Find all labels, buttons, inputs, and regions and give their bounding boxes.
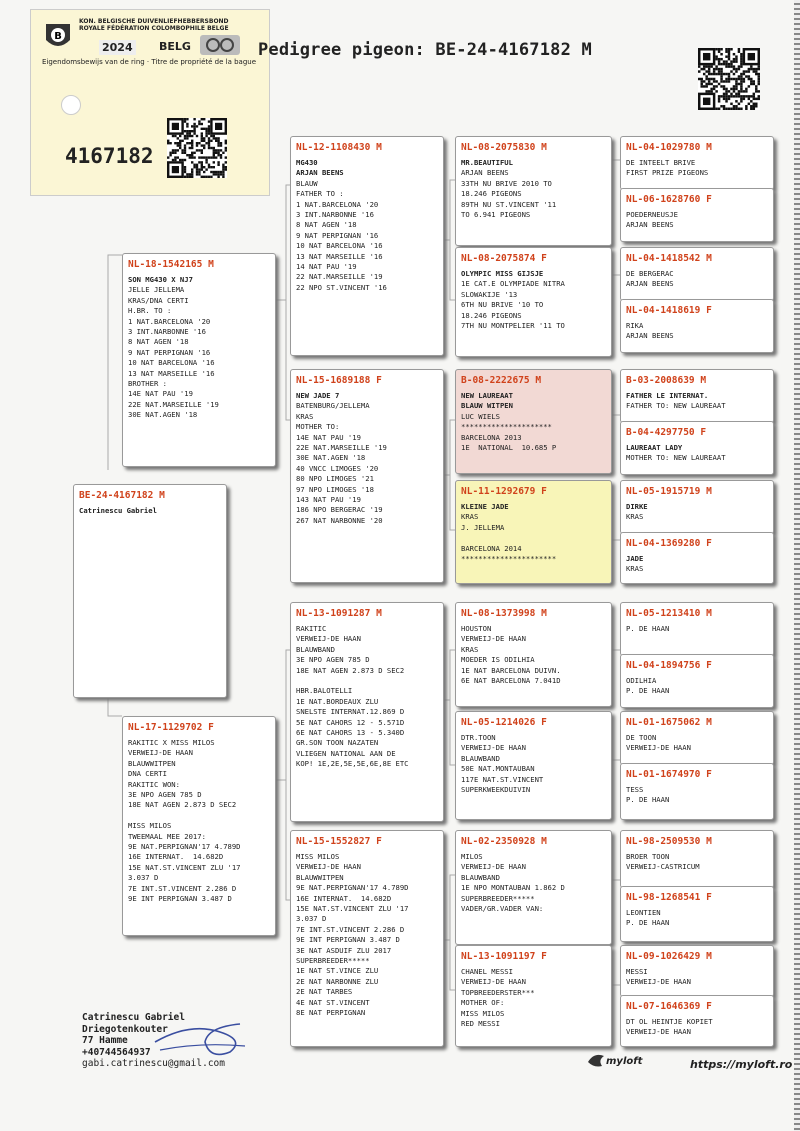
card-line: MISS MILOS [296, 852, 340, 861]
card-line: KRAS [296, 411, 314, 421]
card-line: TOPBREEDERSTER*** [461, 987, 535, 997]
pedigree-card-ss[interactable] [290, 136, 444, 356]
ring-number: NL-02-2350928 M [461, 836, 547, 847]
ring-number: B-08-2222675 M [461, 375, 542, 386]
card-line: MESSI [626, 967, 648, 976]
card-line: 16E INTERNAT. 14.682D [128, 852, 224, 862]
card-line: MISS MILOS [128, 821, 172, 831]
pedigree-card-ddd[interactable] [455, 945, 612, 1047]
ring-number: NL-04-1894756 F [626, 660, 712, 671]
card-line: FATHER TO : [296, 189, 344, 199]
pedigree-card-g15[interactable] [620, 945, 774, 997]
card-line: SNELSTE INTERNAT.12.869 D [296, 707, 405, 717]
card-line: 9 NAT PERPIGNAN '16 [128, 347, 211, 357]
ring-number: B-03-2008639 M [626, 375, 707, 386]
card-line: ODILHIA [626, 676, 657, 685]
pedigree-card-g5[interactable] [620, 369, 774, 423]
card-line: MOTHER TO: [296, 422, 340, 432]
card-line: 13 NAT MARSEILLE '16 [128, 368, 215, 378]
card-line: TWEEMAAL MEE 2017: [128, 831, 206, 841]
card-line: P. DE HAAN [626, 795, 670, 805]
card-lines [621, 906, 773, 931]
ring-number: NL-13-1091197 F [461, 951, 547, 962]
card-line: MOTHER TO: NEW LAUREAAT [626, 453, 726, 463]
pedigree-card-dss[interactable] [455, 602, 612, 707]
pedigree-card-g13[interactable] [620, 830, 774, 888]
pedigree-card-g10[interactable] [620, 654, 774, 708]
card-line: 3E NAT ASDUIF ZLU 2017 [296, 945, 392, 955]
card-line: SUPERKWEEKDUIVIN [461, 785, 531, 795]
card-line: BLAUWBAND [461, 872, 500, 882]
card-line: KRAS [626, 512, 644, 522]
card-line: BARCELONA 2014 [461, 543, 522, 553]
card-line: 15E NAT.ST.VINCENT ZLU '17 [296, 904, 409, 914]
card-lines [291, 850, 443, 1021]
ring-number: NL-12-1108430 M [296, 142, 382, 153]
card-line: BROER TOON [626, 852, 670, 861]
card-lines [123, 736, 275, 906]
card-lines [456, 965, 611, 1031]
card-line: 3.037 D [128, 873, 159, 883]
svg-text:B: B [54, 31, 62, 42]
pedigree-card-g4[interactable] [620, 299, 774, 353]
pedigree-card-ds[interactable] [290, 602, 444, 822]
card-line: 9E NAT.PERPIGNAN'17 4.789D [128, 842, 241, 852]
ownership-label: Eigendomsbewijs van de ring · Titre de propriété de la bague [41, 58, 257, 66]
owner-city: 77 Hamme [82, 1035, 128, 1046]
card-line: 4E NAT ST.VINCENT [296, 997, 370, 1007]
card-line: 3 INT.NARBONNE '16 [296, 210, 374, 220]
card-line: J. JELLEMA [461, 522, 505, 532]
card-line: RAKITIC X MISS MILOS [128, 738, 215, 747]
card-line: 8 NAT AGEN '18 [128, 337, 189, 347]
card-line: DTR.TOON [461, 733, 496, 742]
ring-number: NL-05-1213410 M [626, 608, 712, 619]
pedigree-card-g12[interactable] [620, 763, 774, 820]
card-line: 9E INT PERPIGNAN 3.487 D [296, 935, 400, 945]
card-line: 2E NAT TARBES [296, 987, 353, 997]
card-line: GR.SON TOON NAZATEN [296, 738, 379, 748]
owner-name: Catrinescu Gabriel [79, 506, 157, 515]
pedigree-card-g9[interactable] [620, 602, 774, 656]
card-line: HBR.BALOTELLI [296, 686, 353, 696]
pedigree-card-dam[interactable] [122, 716, 276, 936]
ring-year: 2024 [99, 40, 136, 55]
ring-number: NL-15-1552827 F [296, 836, 382, 847]
ring-number: NL-05-1214026 F [461, 717, 547, 728]
ring-number: NL-07-1646369 F [626, 1001, 712, 1012]
pedigree-card-g14[interactable] [620, 886, 774, 942]
card-line: BLAUWBAND [461, 753, 500, 763]
card-lines [291, 622, 443, 772]
ring-number: NL-04-1418542 M [626, 253, 712, 264]
ring-number: NL-08-2075830 M [461, 142, 547, 153]
brand-url[interactable]: https://myloft.ro [690, 1058, 793, 1071]
card-line: FATHER LE INTERNAT. [626, 391, 709, 400]
card-line: DE TOON [626, 733, 657, 742]
card-line: NEW JADE 7 [296, 391, 340, 400]
card-line: POEDERNEUSJE [626, 210, 678, 219]
card-line: 40 VNCC LIMOGES '20 [296, 463, 379, 473]
card-lines [621, 965, 773, 990]
card-line: JADE [626, 554, 644, 563]
ring-number: NL-08-2075874 F [461, 253, 547, 264]
card-line: 267 NAT NARBONNE '20 [296, 515, 383, 525]
card-lines [621, 208, 773, 233]
owner-street: Driegotenkouter [82, 1023, 168, 1035]
subject-card[interactable] [73, 484, 227, 698]
pedigree-card-g11[interactable] [620, 711, 774, 765]
card-line: 3E NPO AGEN 785 D [128, 790, 202, 800]
card-line: ARJAN BEENS [296, 168, 344, 178]
card-lines [621, 500, 773, 525]
card-line: VERWEIJ-DE HAAN [626, 1027, 691, 1037]
card-line: DIRKE [626, 502, 648, 511]
card-line: KRAS [461, 644, 479, 654]
card-line: SUPERBREEDER***** [296, 956, 370, 966]
pigeon-logo-icon [586, 1050, 606, 1070]
card-line: 5E NAT CAHORS 12 - 5.571D [296, 717, 405, 727]
card-lines [456, 500, 611, 566]
card-line: VERWEIJ-DE HAAN [461, 743, 526, 753]
ring-number: NL-06-1628760 F [626, 194, 712, 205]
card-line: OLYMPIC MISS GIJSJE [461, 269, 544, 278]
card-line: 1E NPO MONTAUBAN 1.862 D [461, 883, 565, 893]
pedigree-card-ssd[interactable] [455, 247, 612, 357]
card-line: 14 NAT PAU '19 [296, 262, 357, 272]
card-line: 22 NPO ST.VINCENT '16 [296, 282, 387, 292]
card-line: MILOS [461, 852, 483, 861]
brand-logo: myloft [606, 1056, 643, 1067]
card-lines [123, 273, 275, 423]
card-line: 22E NAT.MARSEILLE '19 [128, 399, 219, 409]
pedigree-card-g16[interactable] [620, 995, 774, 1047]
card-line: VERWEIJ-DE HAAN [296, 862, 361, 872]
card-line: 97 NPO LIMOGES '18 [296, 484, 374, 494]
card-lines [621, 319, 773, 344]
card-lines [621, 850, 773, 875]
pedigree-card-dds[interactable] [455, 830, 612, 945]
page-title: Pedigree pigeon: BE-24-4167182 M [258, 40, 592, 60]
card-line: 2E NAT NARBONNE ZLU [296, 976, 379, 986]
card-line: BATENBURG/JELLEMA [296, 401, 370, 411]
card-lines [456, 267, 611, 333]
card-lines [74, 504, 226, 518]
ring-number: NL-05-1915719 M [626, 486, 712, 497]
pedigree-card-dd[interactable] [290, 830, 444, 1047]
card-lines [456, 156, 611, 222]
card-line: 1E NAT BARCELONA DUIVN. [461, 665, 561, 675]
card-line: 8 NAT AGEN '18 [296, 220, 357, 230]
pedigree-card-sire[interactable] [122, 253, 276, 467]
card-line: P. DE HAAN [626, 918, 670, 928]
card-line: VERWEIJ-DE HAAN [461, 862, 526, 872]
card-line: 186 NPO BERGERAC '19 [296, 505, 383, 515]
card-line: 13 NAT MARSEILLE '16 [296, 251, 383, 261]
ring-number: NL-11-1292679 F [461, 486, 547, 497]
card-line: 14E NAT PAU '19 [128, 389, 193, 399]
card-line: 22 NAT.MARSEILLE '19 [296, 272, 383, 282]
pedigree-card-dsd[interactable] [455, 711, 612, 820]
card-line: VADER/GR.VADER VAN: [461, 904, 544, 914]
card-lines [456, 622, 611, 688]
pedigree-card-g3[interactable] [620, 247, 774, 301]
pedigree-card-g7[interactable] [620, 480, 774, 534]
card-lines [621, 783, 773, 808]
card-line: KRAS [626, 564, 644, 574]
card-line: HOUSTON [461, 624, 492, 633]
card-line: BLAUWWITPEN [296, 872, 344, 882]
ring-number: BE-24-4167182 M [79, 490, 165, 501]
card-line: 6E NAT BARCELONA 7.041D [461, 676, 561, 686]
card-line: 1E NAT ST.VINCE ZLU [296, 966, 379, 976]
card-line: DT OL HEINTJE KOPIET [626, 1017, 713, 1026]
card-lines [621, 267, 773, 292]
card-line: JELLE JELLEMA [128, 285, 185, 295]
pedigree-card-sd[interactable] [290, 369, 444, 583]
ring-number: 4167182 [65, 144, 154, 168]
card-line: LEONTIEN [626, 908, 661, 917]
card-lines [621, 552, 773, 577]
card-line: ARJAN BEENS [626, 331, 674, 341]
ring-number: NL-17-1129702 F [128, 722, 214, 733]
card-line: KRAS [461, 512, 479, 522]
card-line: CHANEL MESSI [461, 967, 513, 976]
card-line: RED MESSI [461, 1019, 500, 1029]
card-line: ********************* [461, 422, 552, 432]
card-lines [621, 441, 773, 466]
ring-country: BELG [159, 40, 191, 53]
pedigree-card-sss[interactable] [455, 136, 612, 246]
card-line [461, 533, 606, 543]
card-line: RIKA [626, 321, 644, 330]
card-line: 117E NAT.ST.VINCENT [461, 774, 544, 784]
card-line: VERWEIJ-DE HAAN [461, 977, 526, 987]
card-lines [621, 674, 773, 699]
card-lines [621, 156, 773, 181]
card-line: 1E CAT.E OLYMPIADE NITRA [461, 279, 565, 289]
ring-number: NL-04-1029780 M [626, 142, 712, 153]
ring-number: NL-98-1268541 F [626, 892, 712, 903]
card-line: LAUREAAT LADY [626, 443, 683, 452]
card-line: 30E NAT.AGEN '18 [296, 453, 366, 463]
card-line: P. DE HAAN [626, 624, 670, 633]
card-line: 89TH NU ST.VINCENT '11 [461, 199, 557, 209]
card-line: 9E NAT.PERPIGNAN'17 4.789D [296, 883, 409, 893]
owner-phone: +40744564937 [82, 1046, 151, 1058]
card-lines [456, 731, 611, 797]
pedigree-card-g1[interactable] [620, 136, 774, 190]
card-line: FATHER TO: NEW LAUREAAT [626, 401, 726, 411]
card-line: 3E NPO AGEN 785 D [296, 655, 370, 665]
ring-number: NL-01-1674970 F [626, 769, 712, 780]
ring-number: NL-18-1542165 M [128, 259, 214, 270]
card-line: RAKITIC [296, 624, 327, 633]
ring-number: B-04-4297750 F [626, 427, 707, 438]
card-lines [456, 850, 611, 916]
owner-email[interactable]: gabi.catrinescu@gmail.com [82, 1058, 225, 1069]
card-line: 143 NAT PAU '19 [296, 495, 361, 505]
card-line: 10 NAT BARCELONA '16 [296, 241, 383, 251]
card-line: SON MG430 X NJ7 [128, 275, 193, 284]
card-line: 9E INT PERPIGNAN 3.487 D [128, 894, 232, 904]
card-lines [621, 622, 773, 636]
card-line: RAKITIC WON: [128, 779, 180, 789]
card-line [296, 676, 438, 686]
federation-line: KON. BELGISCHE DUIVENLIEFHEBBERSBOND [79, 18, 229, 25]
card-line: LUC WIELS [461, 411, 500, 421]
card-line: VERWEIJ-DE HAAN [461, 634, 526, 644]
card-line: 18.246 PIGEONS [461, 189, 522, 199]
card-line: NEW LAUREAAT [461, 391, 513, 400]
card-lines [291, 156, 443, 295]
card-line: BLAUW [296, 178, 318, 188]
card-line: SLOWAKIJE '13 [461, 289, 518, 299]
card-line: BLAUWWITPEN [128, 758, 176, 768]
ring-number: NL-09-1026429 M [626, 951, 712, 962]
card-line: 18.246 PIGEONS [461, 310, 522, 320]
card-line: BLAUW WITPEN [461, 401, 513, 411]
card-line: BROTHER : [128, 379, 167, 389]
card-line: 1E NATIONAL 10.685 P [461, 443, 557, 453]
card-line: 30E NAT.AGEN '18 [128, 410, 198, 420]
card-line: TESS [626, 785, 644, 794]
card-line: DE BERGERAC [626, 269, 674, 278]
ring-number: NL-98-2509530 M [626, 836, 712, 847]
ring-number: NL-13-1091287 M [296, 608, 382, 619]
card-line: MOTHER OF: [461, 998, 505, 1008]
card-line: KLEINE JADE [461, 502, 509, 511]
card-line: VERWEIJ-DE HAAN [626, 743, 691, 753]
card-line: VERWEIJ-DE HAAN [296, 634, 361, 644]
card-line: 80 NPO LIMOGES '21 [296, 474, 374, 484]
card-line: 15E NAT.ST.VINCENT ZLU '17 [128, 862, 241, 872]
card-line: VERWEIJ-DE HAAN [128, 748, 193, 758]
card-line: SUPERBREEDER***** [461, 893, 535, 903]
card-line: DE INTEELT BRIVE [626, 158, 696, 167]
card-line: 6E NAT CAHORS 13 - 5.340D [296, 728, 405, 738]
ring-number: NL-08-1373998 M [461, 608, 547, 619]
pedigree-card-g8[interactable] [620, 532, 774, 584]
owner-name: Catrinescu Gabriel [82, 1012, 185, 1023]
card-line: P. DE HAAN [626, 686, 670, 696]
ring-number: NL-15-1689188 F [296, 375, 382, 386]
card-lines [621, 389, 773, 414]
card-line: 10 NAT BARCELONA '16 [128, 358, 215, 368]
card-line: MOEDER IS ODILHIA [461, 655, 535, 665]
card-line: MG430 [296, 158, 318, 167]
signature-icon [150, 1012, 250, 1057]
card-line: KRAS/DNA CERTI [128, 295, 189, 305]
card-line: MR.BEAUTIFUL [461, 158, 513, 167]
card-line: 3.037 D [296, 914, 327, 924]
ring-number: NL-04-1418619 F [626, 305, 712, 316]
card-line: 3 INT.NARBONNE '16 [128, 327, 206, 337]
card-line: 50E NAT.MONTAUBAN [461, 764, 535, 774]
card-line: FIRST PRIZE PIGEONS [626, 168, 709, 178]
pedigree-card-sds[interactable] [455, 369, 612, 474]
card-line: BARCELONA 2013 [461, 432, 522, 442]
card-lines [621, 1015, 773, 1040]
card-lines [621, 731, 773, 756]
card-line: 7E INT.ST.VINCENT 2.286 D [296, 924, 405, 934]
ring-number: NL-04-1369280 F [626, 538, 712, 549]
card-line: 1 NAT.BARCELONA '20 [128, 316, 211, 326]
card-line: TO 6.941 PIGEONS [461, 210, 531, 220]
pedigree-card-g6[interactable] [620, 421, 774, 475]
card-line: 8E NAT PERPIGNAN [296, 1008, 366, 1018]
card-line: 16E INTERNAT. 14.682D [296, 893, 392, 903]
card-line: H.BR. TO : [128, 306, 172, 316]
card-line: 22E NAT.MARSEILLE '19 [296, 443, 387, 453]
card-line: 6TH NU BRIVE '10 TO [461, 300, 544, 310]
card-line: ARJAN BEENS [626, 220, 674, 230]
card-line [128, 811, 270, 821]
card-line: 14E NAT PAU '19 [296, 432, 361, 442]
federation-line: ROYALE FÉDÉRATION COLOMBOPHILE BELGE [79, 25, 229, 32]
ring-number: NL-01-1675062 M [626, 717, 712, 728]
card-line: 9 NAT PERPIGNAN '16 [296, 230, 379, 240]
card-line: 7E INT.ST.VINCENT 2.286 D [128, 883, 237, 893]
card-line: 33TH NU BRIVE 2010 TO [461, 178, 552, 188]
card-lines [456, 389, 611, 455]
card-line: ARJAN BEENS [461, 168, 509, 178]
card-line: MISS MILOS [461, 1008, 505, 1018]
card-line: 7TH NU MONTPELIER '11 TO [461, 321, 565, 331]
card-line: BLAUWBAND [296, 644, 335, 654]
card-line: VERWEIJ-CASTRICUM [626, 862, 700, 872]
card-line: VLIEGEN NATIONAL AAN DE [296, 748, 396, 758]
card-line: 1E NAT.BORDEAUX ZLU [296, 696, 379, 706]
pedigree-card-g2[interactable] [620, 188, 774, 242]
card-line: 1 NAT.BARCELONA '20 [296, 199, 379, 209]
pedigree-card-sdd[interactable] [455, 480, 612, 584]
card-line: VERWEIJ-DE HAAN [626, 977, 691, 987]
card-line: 18E NAT AGEN 2.873 D SEC2 [296, 665, 405, 675]
card-line: ARJAN BEENS [626, 279, 674, 289]
card-line: 18E NAT AGEN 2.873 D SEC2 [128, 800, 237, 810]
card-line: DNA CERTI [128, 769, 167, 779]
card-line: KOP! 1E,2E,5E,5E,6E,8E ETC [296, 759, 409, 769]
card-lines [291, 389, 443, 528]
card-line: ********************** [461, 554, 557, 564]
